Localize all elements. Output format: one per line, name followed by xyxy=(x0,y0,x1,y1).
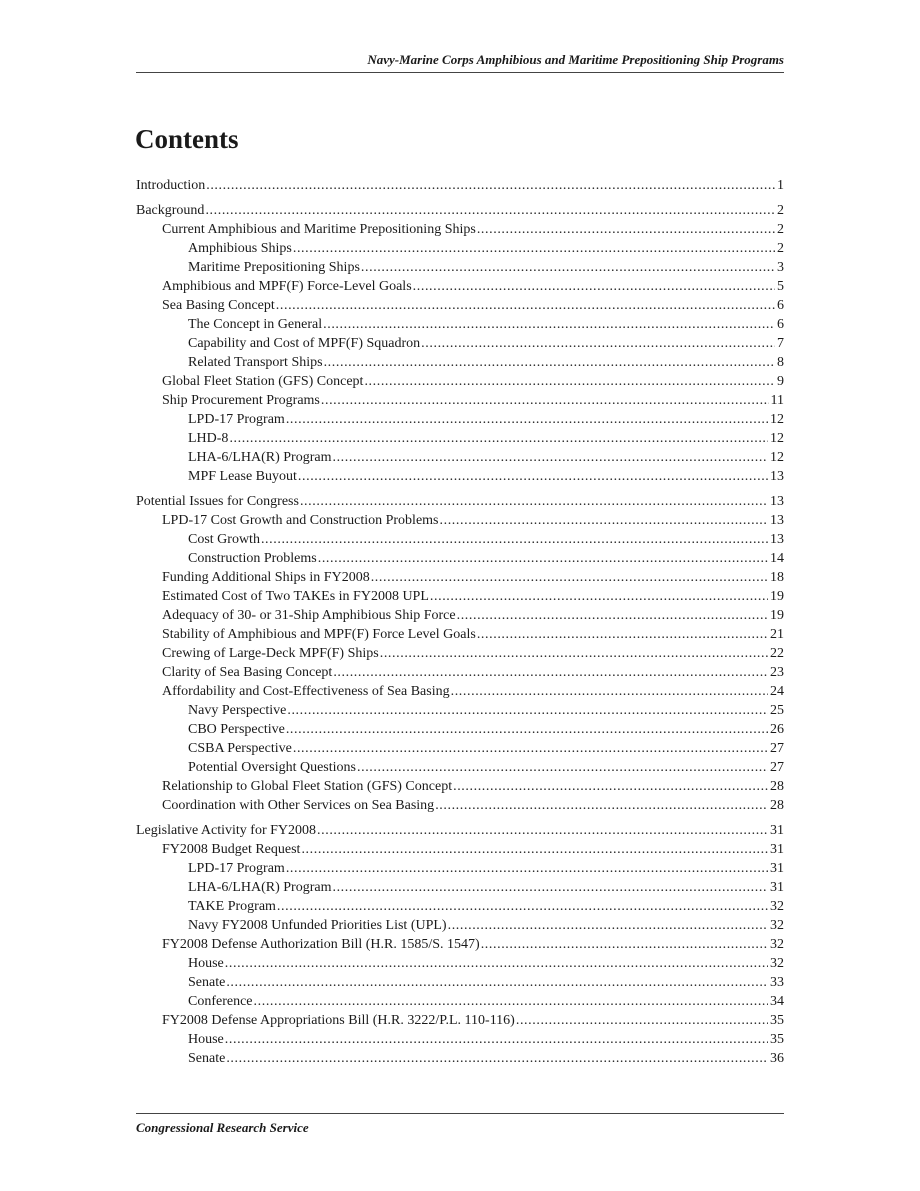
toc-entry-page: 13 xyxy=(770,469,784,484)
running-header: Navy-Marine Corps Amphibious and Maritime Prepositioning Ship Programs xyxy=(367,52,784,67)
toc-entry-page: 36 xyxy=(770,1051,784,1066)
toc-leader-dots xyxy=(380,644,768,663)
toc-entry-title: The Concept in General xyxy=(188,317,323,332)
toc-entry-title: Adequacy of 30- or 31-Ship Amphibious Ship Force xyxy=(162,608,456,623)
toc-entry-page: 25 xyxy=(770,703,784,718)
toc-entry-title: LHA-6/LHA(R) Program xyxy=(188,880,332,895)
toc-leader-dots xyxy=(413,277,775,296)
toc-entry-page: 34 xyxy=(770,994,784,1009)
toc-leader-dots xyxy=(225,954,768,973)
toc-entry-page: 9 xyxy=(777,374,784,389)
toc-entry[interactable] xyxy=(136,973,784,992)
toc-entry[interactable] xyxy=(136,625,784,644)
toc-leader-dots xyxy=(293,739,768,758)
toc-entry[interactable] xyxy=(136,334,784,353)
header-divider xyxy=(136,72,784,73)
toc-entry-title: House xyxy=(188,1032,224,1047)
toc-entry-page: 19 xyxy=(770,608,784,623)
toc-leader-dots xyxy=(205,201,775,220)
toc-entry[interactable] xyxy=(136,587,784,606)
toc-entry-title: Capability and Cost of MPF(F) Squadron xyxy=(188,336,421,351)
toc-entry-page: 6 xyxy=(777,298,784,313)
toc-entry-title: Legislative Activity for FY2008 xyxy=(136,823,317,838)
toc-leader-dots xyxy=(276,296,775,315)
toc-entry-page: 32 xyxy=(770,937,784,952)
toc-leader-dots xyxy=(435,796,768,815)
toc-entry-page: 12 xyxy=(770,431,784,446)
toc-leader-dots xyxy=(286,720,768,739)
toc-leader-dots xyxy=(448,916,768,935)
toc-entry-title: FY2008 Budget Request xyxy=(162,842,301,857)
toc-entry[interactable] xyxy=(136,467,784,486)
toc-entry-page: 22 xyxy=(770,646,784,661)
toc-leader-dots xyxy=(206,176,775,195)
toc-entry[interactable] xyxy=(136,859,784,878)
toc-entry[interactable] xyxy=(136,777,784,796)
toc-entry-title: Introduction xyxy=(136,178,206,193)
toc-entry-page: 12 xyxy=(770,450,784,465)
toc-entry-title: Estimated Cost of Two TAKEs in FY2008 UPL xyxy=(162,589,429,604)
toc-leader-dots xyxy=(430,587,768,606)
toc-entry-page: 32 xyxy=(770,918,784,933)
toc-leader-dots xyxy=(293,239,775,258)
toc-entry-title: Cost Growth xyxy=(188,532,260,547)
toc-entry-page: 11 xyxy=(770,393,784,408)
toc-entry-page: 13 xyxy=(770,494,784,509)
toc-leader-dots xyxy=(324,353,775,372)
footer-publisher: Congressional Research Service xyxy=(136,1120,309,1135)
toc-entry[interactable] xyxy=(136,878,784,897)
toc-entry-title: Construction Problems xyxy=(188,551,317,566)
toc-entry-title: CSBA Perspective xyxy=(188,741,292,756)
toc-entry-title: Relationship to Global Fleet Station (GFS) Concept xyxy=(162,779,453,794)
toc-entry[interactable] xyxy=(136,663,784,682)
toc-entry-title: LHD-8 xyxy=(188,431,229,446)
toc-leader-dots xyxy=(225,1030,768,1049)
toc-entry[interactable] xyxy=(136,1030,784,1049)
toc-leader-dots xyxy=(254,992,768,1011)
toc-entry-title: Navy Perspective xyxy=(188,703,287,718)
toc-entry[interactable] xyxy=(136,568,784,587)
toc-entry-page: 6 xyxy=(777,317,784,332)
toc-leader-dots xyxy=(457,606,768,625)
toc-leader-dots xyxy=(226,1049,768,1068)
toc-leader-dots xyxy=(277,897,768,916)
toc-entry-title: LHA-6/LHA(R) Program xyxy=(188,450,332,465)
toc-leader-dots xyxy=(261,530,768,549)
toc-leader-dots xyxy=(440,511,769,530)
toc-leader-dots xyxy=(300,492,768,511)
toc-entry[interactable] xyxy=(136,1049,784,1068)
toc-entry-title: LPD-17 Program xyxy=(188,861,285,876)
toc-entry-page: 7 xyxy=(777,336,784,351)
toc-entry-page: 31 xyxy=(770,842,784,857)
toc-entry[interactable] xyxy=(136,821,784,840)
toc-entry[interactable] xyxy=(136,372,784,391)
toc-entry[interactable] xyxy=(136,897,784,916)
toc-entry-title: Conference xyxy=(188,994,253,1009)
toc-entry[interactable] xyxy=(136,992,784,1011)
toc-entry-page: 2 xyxy=(777,203,784,218)
toc-entry[interactable] xyxy=(136,201,784,220)
toc-entry[interactable] xyxy=(136,701,784,720)
toc-leader-dots xyxy=(321,391,769,410)
page-title: Contents xyxy=(135,124,239,154)
toc-entry[interactable] xyxy=(136,429,784,448)
toc-leader-dots xyxy=(332,878,768,897)
toc-entry-title: FY2008 Defense Authorization Bill (H.R. 1585/S. 1547) xyxy=(162,937,480,952)
toc-entry-title: Maritime Prepositioning Ships xyxy=(188,260,360,275)
toc-entry-title: LPD-17 Program xyxy=(188,412,285,427)
table-of-contents xyxy=(136,176,784,1068)
toc-entry[interactable] xyxy=(136,391,784,410)
toc-entry-title: Potential Issues for Congress xyxy=(136,494,299,509)
toc-entry-page: 8 xyxy=(777,355,784,370)
toc-leader-dots xyxy=(317,821,768,840)
toc-leader-dots xyxy=(333,663,768,682)
toc-entry-title: Clarity of Sea Basing Concept xyxy=(162,665,333,680)
toc-leader-dots xyxy=(226,973,768,992)
toc-entry[interactable] xyxy=(136,353,784,372)
toc-entry-page: 19 xyxy=(770,589,784,604)
toc-entry-page: 2 xyxy=(777,222,784,237)
toc-entry[interactable] xyxy=(136,720,784,739)
toc-entry-page: 27 xyxy=(770,741,784,756)
toc-entry-page: 28 xyxy=(770,798,784,813)
toc-entry-title: House xyxy=(188,956,224,971)
toc-entry-page: 1 xyxy=(777,178,784,193)
toc-leader-dots xyxy=(361,258,775,277)
toc-entry-page: 28 xyxy=(770,779,784,794)
toc-entry-title: Sea Basing Concept xyxy=(162,298,275,313)
toc-entry[interactable] xyxy=(136,606,784,625)
toc-leader-dots xyxy=(516,1011,768,1030)
toc-entry-title: Ship Procurement Programs xyxy=(162,393,320,408)
toc-entry-page: 12 xyxy=(770,412,784,427)
toc-entry-page: 31 xyxy=(770,880,784,895)
toc-leader-dots xyxy=(364,372,775,391)
toc-entry-page: 35 xyxy=(770,1013,784,1028)
toc-entry[interactable] xyxy=(136,220,784,239)
toc-entry[interactable] xyxy=(136,796,784,815)
toc-entry[interactable] xyxy=(136,176,784,195)
toc-entry-title: MPF Lease Buyout xyxy=(188,469,297,484)
toc-entry[interactable] xyxy=(136,954,784,973)
toc-entry[interactable] xyxy=(136,239,784,258)
toc-entry[interactable] xyxy=(136,511,784,530)
toc-entry-title: Amphibious Ships xyxy=(188,241,292,256)
toc-entry-title: Amphibious and MPF(F) Force-Level Goals xyxy=(162,279,412,294)
toc-entry-page: 13 xyxy=(770,532,784,547)
toc-leader-dots xyxy=(318,549,768,568)
toc-entry[interactable] xyxy=(136,1011,784,1030)
toc-entry-title: Related Transport Ships xyxy=(188,355,323,370)
toc-entry-title: Senate xyxy=(188,1051,226,1066)
toc-entry[interactable] xyxy=(136,296,784,315)
toc-entry-title: Stability of Amphibious and MPF(F) Force Level Goals xyxy=(162,627,476,642)
toc-leader-dots xyxy=(286,410,768,429)
toc-entry-page: 32 xyxy=(770,956,784,971)
toc-entry[interactable] xyxy=(136,530,784,549)
toc-leader-dots xyxy=(451,682,768,701)
toc-leader-dots xyxy=(332,448,768,467)
toc-entry[interactable] xyxy=(136,549,784,568)
toc-leader-dots xyxy=(477,625,768,644)
toc-entry-page: 33 xyxy=(770,975,784,990)
toc-leader-dots xyxy=(229,429,768,448)
toc-entry-title: Potential Oversight Questions xyxy=(188,760,356,775)
toc-entry-title: LPD-17 Cost Growth and Construction Problems xyxy=(162,513,439,528)
toc-entry-page: 21 xyxy=(770,627,784,642)
toc-entry-page: 26 xyxy=(770,722,784,737)
toc-leader-dots xyxy=(286,859,768,878)
toc-entry-title: Current Amphibious and Maritime Prepositioning Ships xyxy=(162,222,476,237)
toc-entry-title: TAKE Program xyxy=(188,899,276,914)
toc-entry[interactable] xyxy=(136,410,784,429)
toc-entry-page: 27 xyxy=(770,760,784,775)
toc-entry[interactable] xyxy=(136,315,784,334)
toc-entry[interactable] xyxy=(136,448,784,467)
toc-entry-page: 31 xyxy=(770,823,784,838)
toc-entry-title: FY2008 Defense Appropriations Bill (H.R. 3222/P.L. 110-116) xyxy=(162,1013,515,1028)
toc-entry[interactable] xyxy=(136,916,784,935)
toc-entry[interactable] xyxy=(136,258,784,277)
toc-entry[interactable] xyxy=(136,277,784,296)
toc-entry[interactable] xyxy=(136,840,784,859)
toc-entry-title: Navy FY2008 Unfunded Priorities List (UPL) xyxy=(188,918,447,933)
toc-leader-dots xyxy=(301,840,768,859)
toc-entry[interactable] xyxy=(136,682,784,701)
toc-leader-dots xyxy=(357,758,768,777)
footer-divider xyxy=(136,1113,784,1114)
toc-entry[interactable] xyxy=(136,739,784,758)
toc-leader-dots xyxy=(481,935,768,954)
toc-entry-page: 18 xyxy=(770,570,784,585)
toc-entry-page: 32 xyxy=(770,899,784,914)
toc-entry-page: 3 xyxy=(777,260,784,275)
toc-leader-dots xyxy=(371,568,768,587)
toc-leader-dots xyxy=(298,467,768,486)
toc-leader-dots xyxy=(323,315,775,334)
toc-entry-title: Affordability and Cost-Effectiveness of Sea Basing xyxy=(162,684,450,699)
toc-entry[interactable] xyxy=(136,758,784,777)
toc-entry-page: 35 xyxy=(770,1032,784,1047)
toc-entry[interactable] xyxy=(136,644,784,663)
toc-entry-page: 24 xyxy=(770,684,784,699)
toc-entry-title: Coordination with Other Services on Sea Basing xyxy=(162,798,435,813)
toc-entry[interactable] xyxy=(136,492,784,511)
toc-leader-dots xyxy=(477,220,775,239)
toc-entry-title: CBO Perspective xyxy=(188,722,285,737)
toc-entry-title: Background xyxy=(136,203,205,218)
toc-entry-title: Crewing of Large-Deck MPF(F) Ships xyxy=(162,646,379,661)
toc-entry-page: 2 xyxy=(777,241,784,256)
toc-entry-title: Global Fleet Station (GFS) Concept xyxy=(162,374,364,389)
toc-entry-page: 14 xyxy=(770,551,784,566)
toc-leader-dots xyxy=(287,701,768,720)
toc-entry[interactable] xyxy=(136,935,784,954)
toc-entry-page: 31 xyxy=(770,861,784,876)
toc-entry-page: 23 xyxy=(770,665,784,680)
toc-entry-title: Funding Additional Ships in FY2008 xyxy=(162,570,370,585)
toc-leader-dots xyxy=(421,334,775,353)
toc-entry-page: 13 xyxy=(770,513,784,528)
toc-entry-page: 5 xyxy=(777,279,784,294)
toc-leader-dots xyxy=(453,777,768,796)
toc-entry-title: Senate xyxy=(188,975,226,990)
